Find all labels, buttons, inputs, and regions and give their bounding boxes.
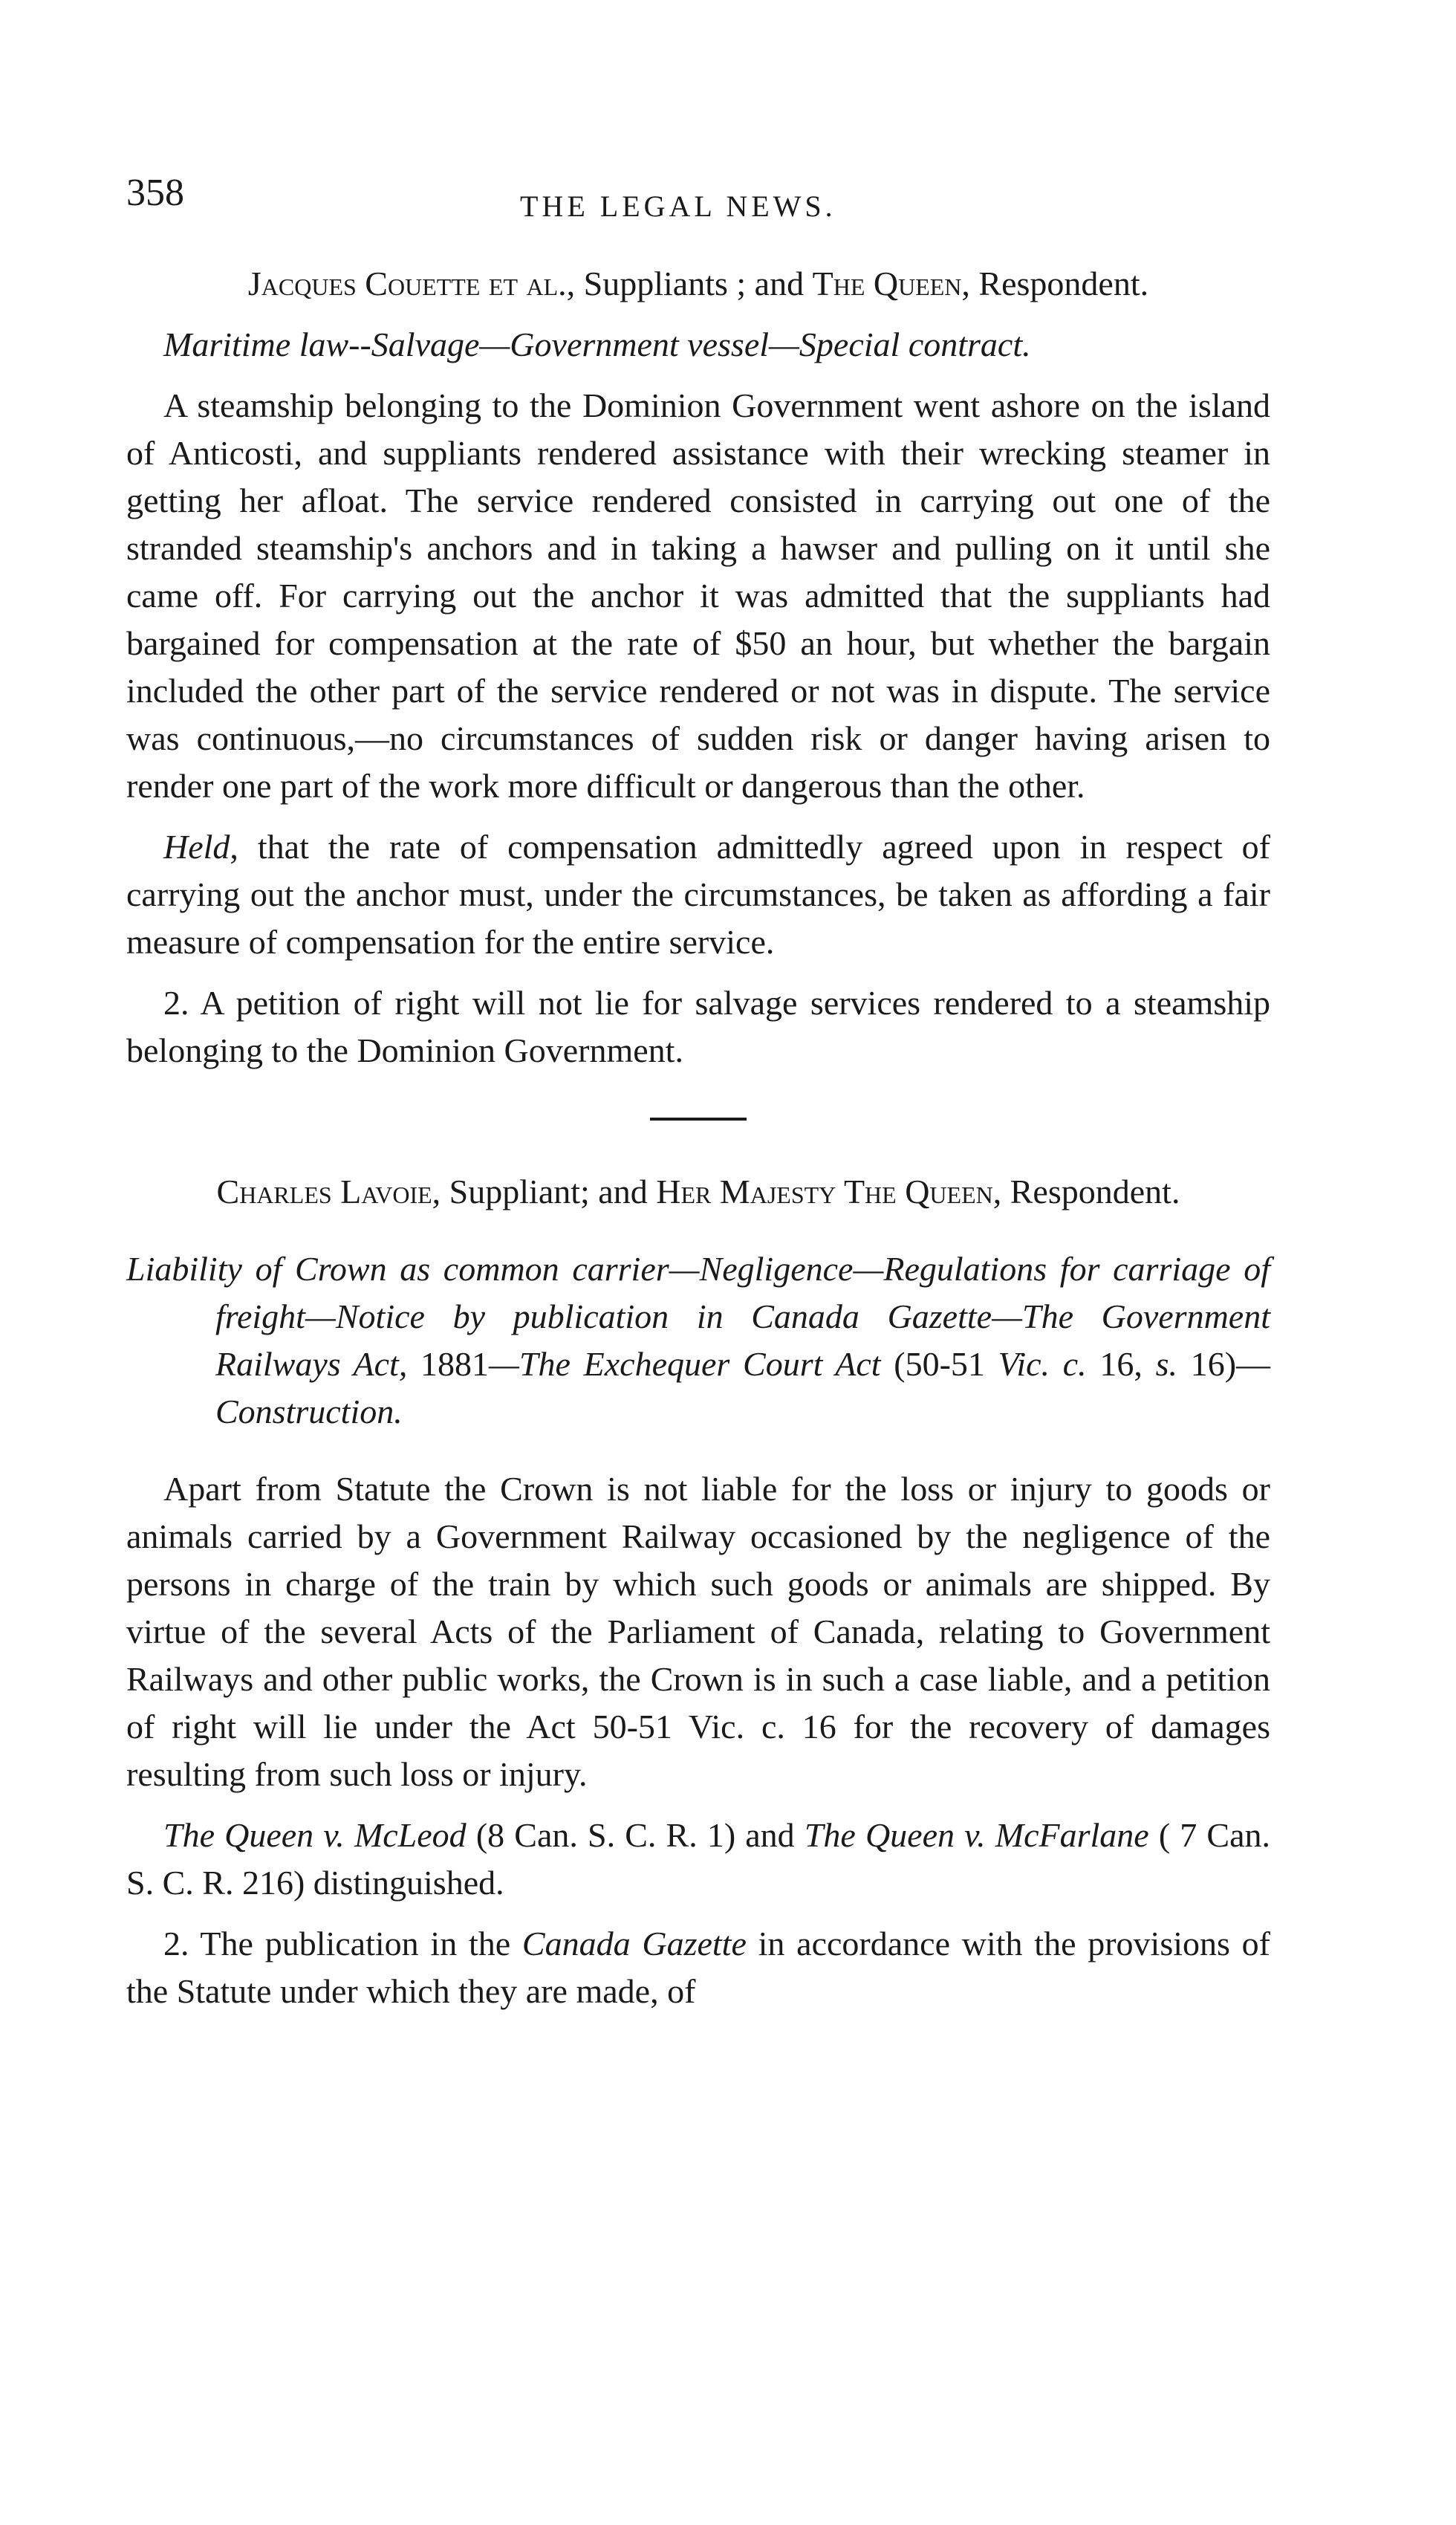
headnote-lavoie bbox=[126, 1245, 1270, 1436]
headnote-part: Liability of Crown as common carrier—Negligence—Regulations for carriage of freight—Notice by publication in Canada Gazette—The Government Railways Act, bbox=[126, 1250, 1270, 1383]
headnote-part: (50-51 bbox=[894, 1345, 998, 1383]
paragraph-held bbox=[126, 823, 1270, 966]
headnote-part: Construction. bbox=[215, 1393, 403, 1430]
citation-mcfarlane: The Queen v. McFarlane bbox=[804, 1816, 1149, 1854]
section-divider bbox=[650, 1118, 747, 1121]
paragraph-liability: Apart from Statute the Crown is not liable for the loss or injury to goods or animals carried by a Government Railway occasioned by the negligence of the persons in charge of the train by which such goods or animals are shipped. By virtue of the several Acts of the Parliament of Canada, relating to Government Railways and other public works, the Crown is in such a case liable, and a petition of right will lie under the Act 50-51 Vic. c. 16 for the recovery of damages resulting from such loss or injury. bbox=[126, 1470, 1270, 1793]
headnote-part: 16)— bbox=[1177, 1345, 1271, 1383]
paragraph-petition: 2. A petition of right will not lie for salvage services rendered to a steamship belonging to the Dominion Government. bbox=[126, 984, 1270, 1069]
headnote-couette: Maritime law--Salvage—Government vessel—Special contract. bbox=[163, 325, 1031, 363]
publication-text: 2. The publication in the bbox=[163, 1925, 522, 1962]
citation-text: ( 7 Can. S. C. R. 216) distinguished. bbox=[126, 1816, 1270, 1902]
document-page bbox=[126, 171, 1270, 2015]
case-title-lavoie bbox=[126, 1168, 1270, 1216]
page-header bbox=[126, 171, 1270, 230]
headnote-year: 1881 bbox=[420, 1345, 490, 1383]
headnote-part: Vic. c. bbox=[998, 1345, 1087, 1383]
party-suppliant: Jacques Couette et al. bbox=[247, 265, 567, 302]
case-title-tail: , Respondent. bbox=[992, 1173, 1180, 1210]
running-title: THE LEGAL NEWS. bbox=[520, 189, 836, 223]
case-title-text: , Suppliants ; and bbox=[566, 265, 813, 302]
page-number: 358 bbox=[126, 172, 184, 214]
citation-mcleod: The Queen v. McLeod bbox=[163, 1816, 467, 1854]
party-respondent: Her Majesty The Queen bbox=[656, 1173, 993, 1210]
publication-text: in accordance with the provisions of the Statute under which they are made, of bbox=[126, 1925, 1270, 2010]
publication-gazette: Canada Gazette bbox=[521, 1925, 747, 1962]
paragraph-citations bbox=[126, 1812, 1270, 1907]
paragraph-facts: A steamship belonging to the Dominion Government went ashore on the island of Anticosti, and suppliants rendered assistance with their wrecking steamer in getting her afloat. The service rendered consisted in carrying out one of the stranded steamship's anchors and in taking a hawser and pulling on it until she came off. For carrying out the anchor it was admitted that the suppliants had bargained for compensation at the rate of $50 an hour, but whether the bargain included the other part of the service rendered or not was in dispute. The service was continuous,—no circumstances of sudden risk or danger having arisen to render one part of the work more difficult or dangerous than the other. bbox=[126, 386, 1270, 805]
party-suppliant: Charles Lavoie bbox=[216, 1173, 432, 1210]
case-title-text: , Suppliant; and bbox=[432, 1173, 657, 1210]
held-word: Held bbox=[163, 828, 230, 866]
held-text: , that the rate of compensation admittedly agreed upon in respect of carrying out the anchor must, under the circumstances, be taken as affording a fair measure of compensation for the entire service. bbox=[126, 828, 1270, 961]
citation-text: (8 Can. S. C. R. 1) and bbox=[466, 1816, 805, 1854]
case-title-couette bbox=[126, 260, 1270, 308]
party-respondent: The Queen bbox=[812, 265, 962, 302]
case-title-tail: , Respondent. bbox=[961, 265, 1149, 302]
paragraph-publication bbox=[126, 1920, 1270, 2015]
headnote-part: 16, bbox=[1086, 1345, 1156, 1383]
headnote-part: —The Exchequer Court Act bbox=[489, 1345, 894, 1383]
headnote-part: s. bbox=[1155, 1345, 1177, 1383]
